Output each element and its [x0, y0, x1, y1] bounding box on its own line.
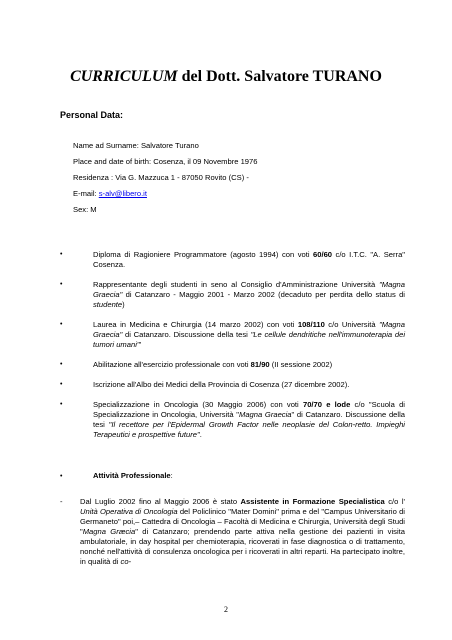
attivita-label: Attività Professionale	[93, 471, 171, 480]
item-text: Diploma di Ragioniere Programmatore (agosto 1994) con voti	[93, 250, 314, 259]
item-text: Rappresentante degli studenti in seno al Consiglio d'Amministrazione Università	[93, 280, 380, 289]
item-italic: "Magna Graecia"	[93, 320, 405, 339]
item-text: c/o I.T.C. "A. Serra" Cosenza.	[93, 250, 405, 269]
bullet-icon: •	[60, 401, 63, 408]
list-item	[60, 280, 405, 310]
para-text: del Policlinico "Mater Domini" prima e del "Campus Universitario di Germaneto" poi,– Cattedra di Oncologia – Facoltà di Medicina e Chirurgia, Università degli Studi "	[80, 507, 405, 536]
para-text: " di Catanzaro; prendendo parte attiva nella gestione dei pazienti in visita ambulatoriale, in day hospital per chemioterapia, ricoverati in fase diagnostica o di trattamento, nonché nell'attività di consulenza oncologica per i ricoverati in altri reparti. Ha partecipato inoltre, in qualità di	[80, 527, 405, 566]
name-line: Name ad Surname: Salvatore Turano	[73, 141, 199, 150]
title-name: del Dott. Salvatore TURANO	[177, 68, 382, 85]
email-line	[73, 186, 257, 202]
item-thesis: "Le cellule dendritiche nell'immunoterapia dei tumori umani"	[93, 330, 406, 349]
bullet-icon: •	[60, 281, 63, 288]
item-text: Iscrizione all'Albo dei Medici della Provincia di Cosenza (27 dicembre 2002).	[93, 380, 350, 389]
item-text: di Catanzaro - Maggio 2001 - Marzo 2002 (decaduto per perdita dello status di	[122, 290, 405, 299]
education-list	[60, 250, 405, 450]
item-grade: 70/70 e lode	[302, 400, 351, 409]
para-italic: Magna Græcia	[82, 527, 136, 536]
item-text: di Catanzaro. Discussione della tesi	[122, 330, 251, 339]
item-thesis: "Il recettore per l'Epidermal Growth Factor nelle neoplasie del Colon-retto. Impieghi Terapeutici e prospettive future"	[93, 420, 405, 439]
item-text: )	[122, 300, 125, 309]
item-grade: 81/90	[250, 360, 270, 369]
attivita-colon: :	[170, 471, 173, 480]
page-number: 2	[224, 605, 228, 614]
list-item	[60, 400, 405, 440]
item-text: (II sessione 2002)	[269, 360, 333, 369]
para-text: c/o l'	[384, 497, 405, 506]
title-curriculum: CURRICULUM	[70, 68, 178, 85]
item-text: c/o "Scuola di Specializzazione in Oncologia, Università "	[93, 400, 405, 419]
dash-marker: -	[60, 497, 63, 506]
bullet-icon: •	[60, 381, 63, 388]
para-italic: co-	[120, 557, 132, 566]
list-item	[60, 360, 405, 370]
item-text: Laurea in Medicina e Chirurgia (14 marzo 2002) con voti	[93, 320, 298, 329]
item-text: Specializzazione in Oncologia (30 Maggio 2006) con voti	[93, 400, 303, 409]
birth-line: Place and date of birth: Cosenza, il 09 Novembre 1976	[73, 157, 258, 166]
attivita-heading	[60, 471, 173, 480]
residence-line: Residenza : Via G. Mazzuca 1 - 87050 Rovito (CS) -	[73, 173, 249, 182]
bullet-icon: •	[60, 473, 63, 480]
item-italic: Magna Graecia	[239, 410, 292, 419]
item-italic: studente	[93, 300, 123, 309]
item-text: '	[139, 340, 142, 349]
email-link[interactable]: s-alv@libero.it	[98, 189, 147, 198]
item-text: c/o Università	[324, 320, 380, 329]
personal-data-block	[73, 138, 257, 218]
sex-line: Sex: M	[73, 205, 97, 214]
item-grade: 60/60	[313, 250, 333, 259]
list-item	[60, 320, 405, 350]
personal-data-heading: Personal Data:	[60, 110, 124, 120]
list-item	[60, 250, 405, 270]
item-text: " di Catanzaro. Discussione della tesi	[93, 410, 405, 429]
item-text: .	[199, 430, 202, 439]
item-grade: 108/110	[297, 320, 325, 329]
bullet-icon: •	[60, 361, 63, 368]
para-role: Assistente in Formazione Specialistica	[240, 497, 385, 506]
item-text: Abilitazione all'esercizio professionale con voti	[93, 360, 251, 369]
para-italic: Unità Operativa di Oncologia	[80, 507, 178, 516]
bullet-icon: •	[60, 251, 63, 258]
bullet-icon: •	[60, 321, 63, 328]
item-italic: "Magna Graecia"	[93, 280, 405, 299]
document-title	[0, 68, 452, 86]
professional-paragraph	[60, 497, 405, 567]
list-item	[60, 380, 405, 390]
email-label: E-mail:	[73, 189, 99, 198]
para-text: Dal Luglio 2002 fino al Maggio 2006 è stato	[80, 497, 241, 506]
